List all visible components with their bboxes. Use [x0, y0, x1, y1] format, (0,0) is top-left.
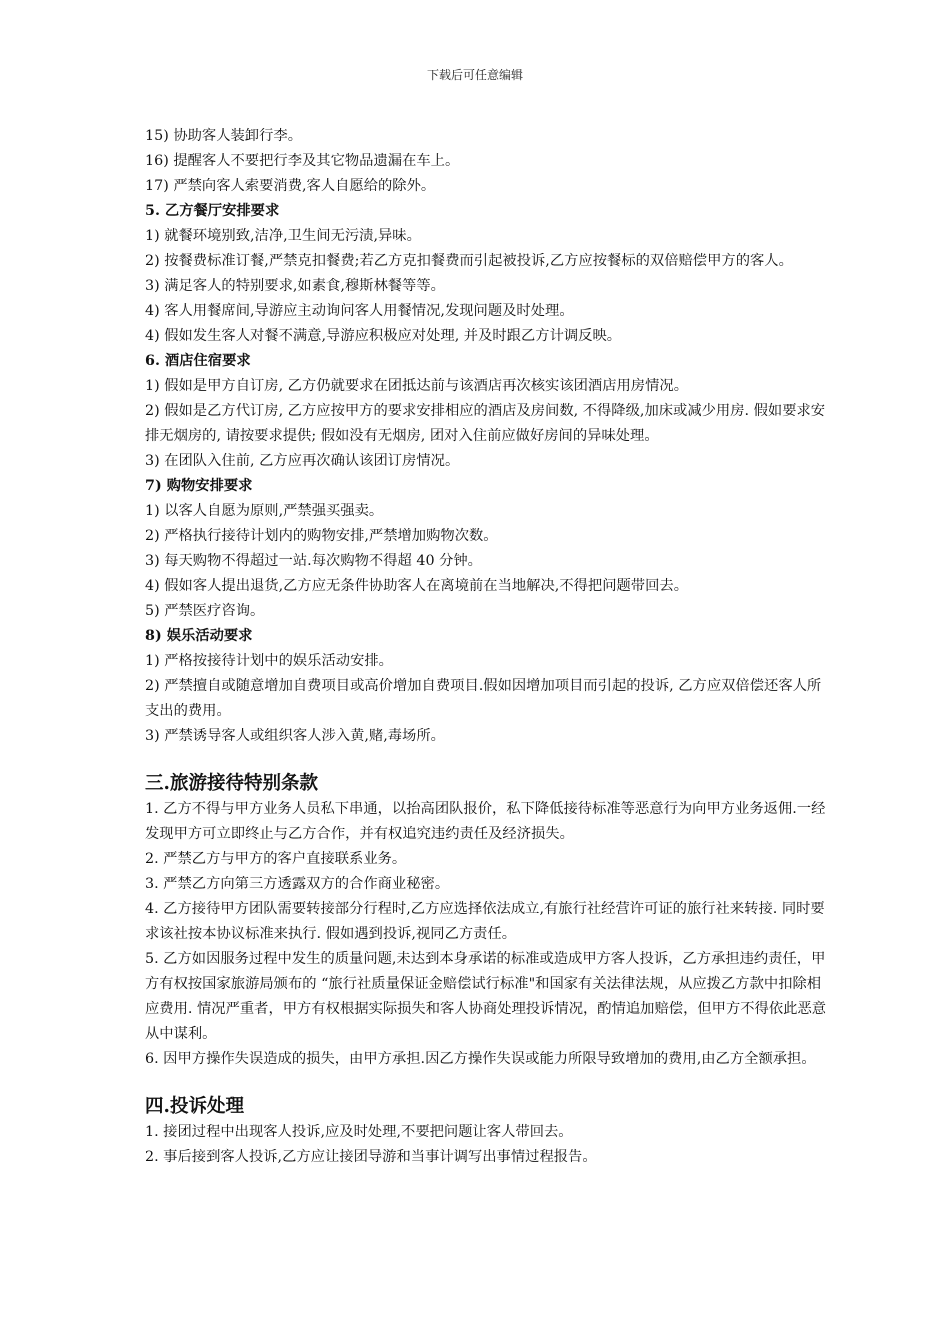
- section-3-item: 2. 严禁乙方与甲方的客户直接联系业务。: [145, 851, 407, 867]
- requirement-line: 5) 严禁医疗咨询。: [145, 603, 265, 619]
- requirement-line: 1) 假如是甲方自订房, 乙方仍就要求在团抵达前与该酒店再次核实该团酒店用房情况。: [145, 378, 688, 394]
- section-4-item: 1. 接团过程中出现客人投诉,应及时处理,不要把问题让客人带回去。: [145, 1124, 573, 1140]
- requirements-list: [145, 124, 831, 749]
- requirement-line: 2) 严格执行接待计划内的购物安排,严禁增加购物次数。: [145, 528, 498, 544]
- requirement-line: 2) 假如是乙方代订房, 乙方应按甲方的要求安排相应的酒店及房间数, 不得降级,加床或减少用房. 假如要求安排无烟房的, 请按要求提供; 假如没有无烟房, 团对入住前应做好房间的异味处理。: [145, 403, 826, 444]
- section-3-list: [145, 797, 831, 1072]
- subsection-heading: 5. 乙方餐厅安排要求: [145, 203, 280, 219]
- requirement-line: 1) 就餐环境别致,洁净,卫生间无污渍,异味。: [145, 228, 421, 244]
- page-header: 下载后可任意编辑: [426, 68, 523, 82]
- requirement-line: 4) 假如客人提出退货,乙方应无条件协助客人在离境前在当地解决,不得把问题带回去。: [145, 578, 688, 594]
- requirement-line: 3) 每天购物不得超过一站.每次购物不得超 40 分钟。: [145, 553, 482, 569]
- subsection-heading: 7) 购物安排要求: [145, 478, 253, 494]
- requirement-line: 4) 客人用餐席间,导游应主动询问客人用餐情况,发现问题及时处理。: [145, 303, 574, 319]
- section-3-title: 三.旅游接待特别条款: [145, 773, 318, 794]
- requirement-line: 17) 严禁向客人索要消费,客人自愿给的除外。: [145, 178, 436, 194]
- section-3-item: 4. 乙方接待甲方团队需要转接部分行程时,乙方应选择依法成立,有旅行社经营许可证的旅行社来转接. 同时要求该社按本协议标准来执行. 假如遇到投诉,视同乙方责任。: [145, 901, 825, 942]
- section-4-title: 四.投诉处理: [145, 1096, 244, 1117]
- requirement-line: 15) 协助客人装卸行李。: [145, 128, 302, 144]
- section-3-item: 3. 严禁乙方向第三方透露双方的合作商业秘密。: [145, 876, 450, 892]
- requirement-line: 3) 满足客人的特别要求,如素食,穆斯林餐等等。: [145, 278, 445, 294]
- section-4-item: 2. 事后接到客人投诉,乙方应让接团导游和当事计调写出事情过程报告。: [145, 1149, 597, 1165]
- requirement-line: 1) 严格按接待计划中的娱乐活动安排。: [145, 653, 393, 669]
- requirement-line: 1) 以客人自愿为原则,严禁强买强卖。: [145, 503, 384, 519]
- section-gap: [145, 749, 831, 771]
- section-gap: [145, 1072, 831, 1094]
- requirement-line: 16) 提醒客人不要把行李及其它物品遗漏在车上。: [145, 153, 460, 169]
- section-3-item: 6. 因甲方操作失误造成的损失，由甲方承担.因乙方操作失误或能力所限导致增加的费用,由乙方全额承担。: [145, 1051, 816, 1067]
- requirement-line: 2) 严禁擅自或随意增加自费项目或高价增加自费项目.假如因增加项目而引起的投诉, 乙方应双倍偿还客人所支出的费用。: [145, 678, 822, 719]
- subsection-heading: 6. 酒店住宿要求: [145, 353, 251, 369]
- document-body: [145, 124, 831, 1170]
- section-4-list: [145, 1120, 831, 1170]
- requirement-line: 3) 在团队入住前, 乙方应再次确认该团订房情况。: [145, 453, 460, 469]
- requirement-line: 4) 假如发生客人对餐不满意,导游应积极应对处理, 并及时跟乙方计调反映。: [145, 328, 622, 344]
- subsection-heading: 8) 娱乐活动要求: [145, 628, 253, 644]
- requirement-line: 3) 严禁诱导客人或组织客人涉入黄,赌,毒场所。: [145, 728, 445, 744]
- section-3-item: 5. 乙方如因服务过程中发生的质量问题,未达到本身承诺的标准或造成甲方客人投诉，乙方承担违约责任，甲方有权按国家旅游局颁布的 “旅行社质量保证金赔偿试行标准"和国家有关法律法规，从应拨乙方款中扣除相应费用. 情况严重者，甲方有权根据实际损失和客人协商处理投诉情况，酌情追加赔偿，但甲方不得依此恶意从中谋利。: [145, 951, 827, 1042]
- section-3-item: 1. 乙方不得与甲方业务人员私下串通，以抬高团队报价，私下降低接待标准等恶意行为向甲方业务返佣.一经发现甲方可立即终止与乙方合作，并有权追究违约责任及经济损失。: [145, 801, 826, 842]
- requirement-line: 2) 按餐费标准订餐,严禁克扣餐费;若乙方克扣餐费而引起被投诉,乙方应按餐标的双倍赔偿甲方的客人。: [145, 253, 793, 269]
